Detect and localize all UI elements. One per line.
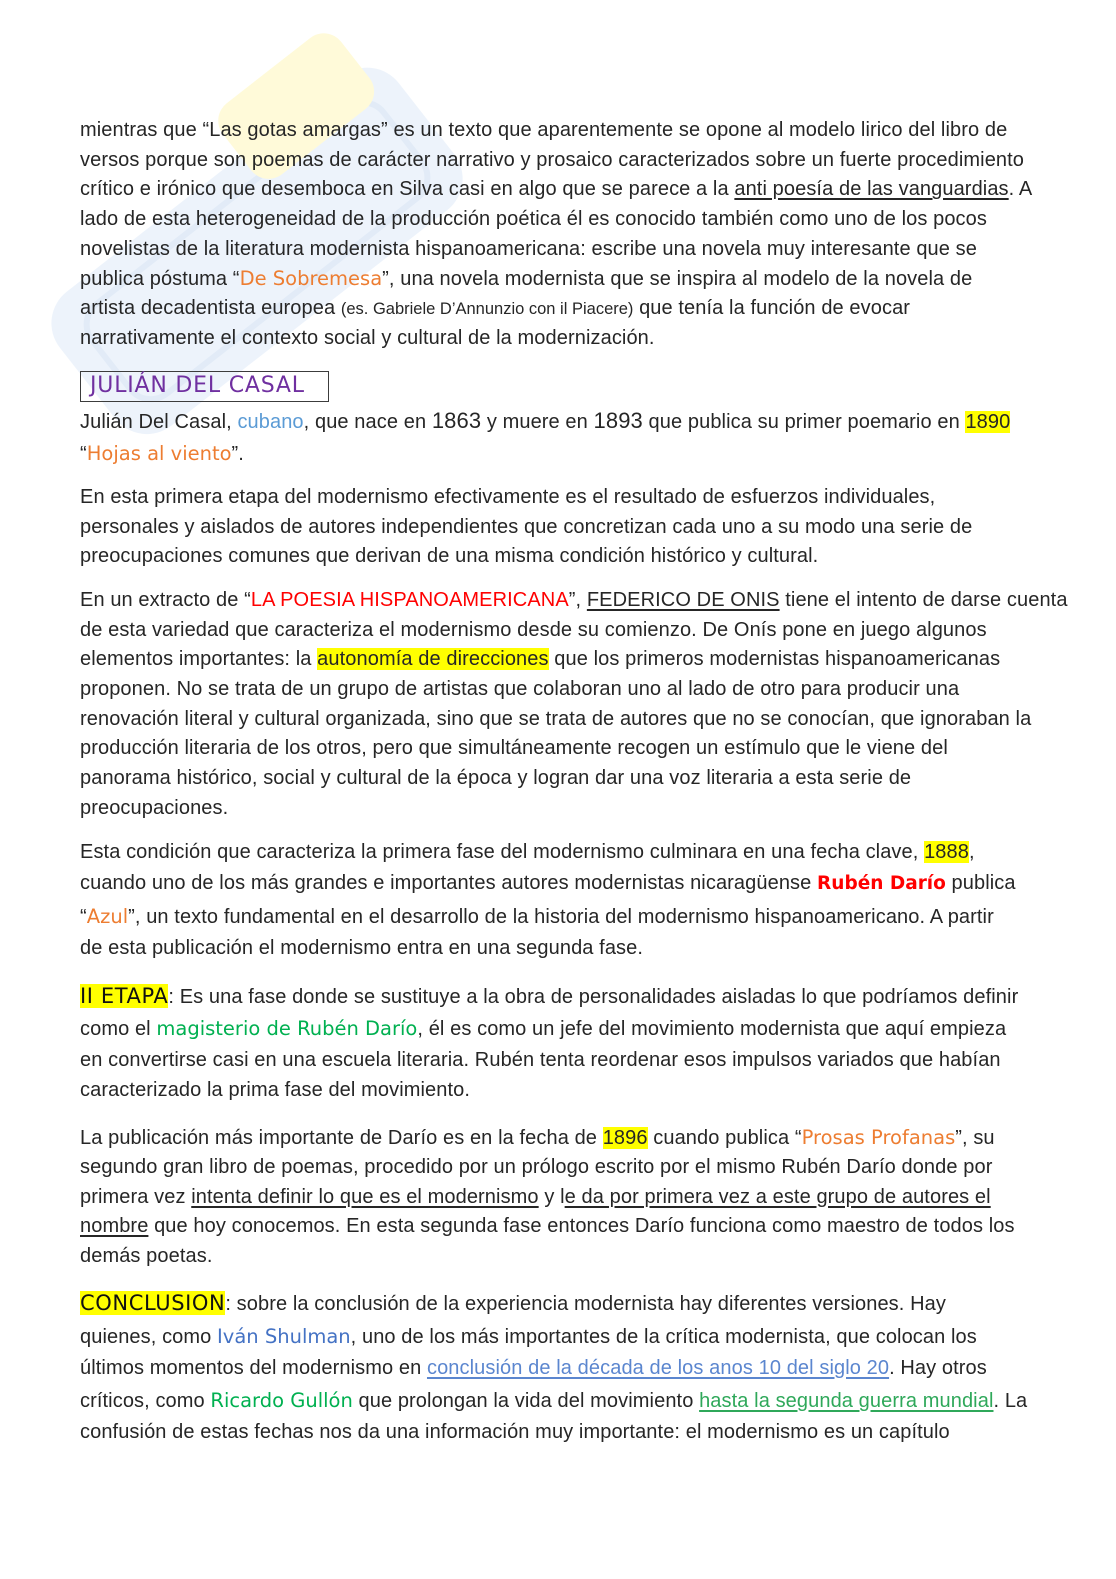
text-line: producción literaria de los otros, pero que simultáneamente recogen un estímulo que le viene del (80, 737, 948, 760)
text-run: ”, un texto fundamental en el desarrollo de la historia del modernismo hispanoamericano. A partir (128, 906, 994, 928)
paragraph-azul (80, 837, 1016, 963)
text-run: “ (80, 906, 87, 928)
text-run: publica póstuma “ (80, 268, 240, 291)
anthology-title: LA POESIA HISPANOAMERICANA (250, 589, 569, 611)
text-run: ”. (231, 443, 244, 465)
text-line (80, 294, 1032, 324)
text-run: y muere en (481, 411, 594, 433)
text-line (80, 1384, 1027, 1417)
text-line (80, 867, 1016, 900)
text-run: que prolongan la vida del movimiento (352, 1390, 700, 1412)
text-run: , que nace en (303, 411, 432, 433)
text-run: La publicación más importante de Darío es en la fecha de (80, 1127, 603, 1149)
text-run: , él es como un jefe del movimiento modernista que aquí empieza (417, 1018, 1007, 1040)
highlighted-year: 1896 (602, 1127, 648, 1149)
text-line: en convertirse casi en una escuela literaria. Rubén tenta reordenar esos impulsos variados que habían (80, 1049, 1001, 1071)
text-run: que tenía la función de evocar (633, 297, 911, 320)
text-run: artista decadentista europea (80, 297, 341, 320)
text-line (80, 645, 1068, 675)
text-run: ”, (568, 589, 587, 611)
text-run: publica (945, 872, 1016, 894)
text-run: cuando uno de los más grandes e importantes autores modernistas nicaragüense (80, 872, 818, 894)
text-line (80, 175, 1032, 205)
text-line (80, 437, 1010, 470)
text-run: que los primeros modernistas hispanoamericanas (548, 648, 1001, 671)
text-line (80, 405, 1010, 437)
text-run: críticos, como (80, 1390, 211, 1412)
underlined-phrase: anti poesía de las vanguardias (734, 178, 1009, 201)
underlined-phrase: nombre (80, 1215, 149, 1238)
text-line: de esta variedad que caracteriza el modernismo desde su comienzo. De Onís pone en juego algunos (80, 618, 987, 641)
paragraph-gotas-amargas (80, 116, 1032, 354)
underlined-phrase: e da por primera vez a este grupo de autores el (564, 1185, 991, 1208)
author-name: Rubén Darío (817, 873, 946, 894)
text-line (80, 1212, 1015, 1242)
author-name: FEDERICO DE ONIS (586, 589, 780, 611)
text-run: elementos importantes: la (80, 648, 318, 671)
text-run: que hoy conocemos. En esta segunda fase entonces Darío funciona como maestro de todos los (148, 1215, 1015, 1238)
paragraph-de-onis (80, 586, 1068, 824)
parenthetical-note: (es. Gabriele D’Annunzio con il Piacere) (340, 300, 634, 319)
text-line: caracterizado la prima fase del movimiento. (80, 1079, 471, 1101)
text-line (80, 1012, 1018, 1045)
highlighted-concept: magisterio de Rubén Darío (156, 1017, 418, 1040)
section-label: II ETAPA (80, 984, 169, 1008)
text-run: , uno de los más importantes de la crítica modernista, que colocan los (350, 1326, 977, 1348)
paragraph-primera-etapa (80, 483, 972, 572)
text-line: mientras que “Las gotas amargas” es un texto que aparentemente se opone al modelo lirico del libro de (80, 119, 1008, 141)
text-line: novelistas de la literatura modernista hispanoamericana: escribe una novela muy interesante que se (80, 237, 977, 260)
text-line: versos porque son poemas de carácter narrativo y prosaico caracterizados sobre un fuerte procedimiento (80, 148, 1025, 171)
text-run: cuando publica “ (647, 1127, 802, 1149)
text-line: segundo gran libro de poemas, procedido por un prólogo escrito por el mismo Rubén Darío donde por (80, 1156, 993, 1178)
text-run: primera vez (80, 1185, 192, 1208)
text-run: : Es una fase donde se sustituye a la obra de personalidades aisladas lo que podríamos definir (168, 986, 1019, 1008)
text-line: demás poetas. (80, 1245, 213, 1268)
text-run: En un extracto de “ (80, 589, 251, 611)
text-run: como el (80, 1018, 157, 1040)
text-run: y l (538, 1185, 565, 1208)
text-run: ”, una novela modernista que se inspira al modelo de la novela de (382, 268, 973, 291)
underlined-date-phrase: hasta la segunda guerra mundial (699, 1390, 994, 1412)
critic-name: Iván Shulman (217, 1325, 351, 1348)
text-line (80, 1183, 1015, 1213)
paragraph-prosas-profanas (80, 1123, 1015, 1272)
text-run: ”, su (955, 1127, 995, 1149)
text-line: proponen. No se trata de un grupo de artistas que colaboran uno al lado de otro para producir una (80, 678, 960, 701)
text-line: confusión de estas fechas nos da una información muy importante: el modernismo es un capítulo (80, 1421, 950, 1443)
underlined-phrase: intenta definir lo que es el modernismo (191, 1185, 539, 1208)
text-line: renovación literal y cultural organizada, sino que se trata de autores que no se conocían, que ignoraban la (80, 707, 1032, 730)
book-title: Prosas Profanas (801, 1126, 956, 1149)
paragraph-ii-etapa (80, 980, 1018, 1105)
section-label: CONCLUSION (80, 1291, 226, 1315)
death-year: 1893 (593, 408, 643, 433)
birth-year: 1863 (431, 408, 482, 433)
text-run: “ (80, 443, 87, 465)
text-run: que publica su primer poemario en (642, 411, 966, 433)
text-run: Julián Del Casal, (80, 411, 238, 433)
text-line: narrativamente el contexto social y cultural de la modernización. (80, 326, 655, 349)
nationality: cubano (237, 411, 304, 433)
underlined-date-phrase: conclusión de la década de los anos 10 del siglo 20 (426, 1357, 890, 1379)
text-line: panorama histórico, social y cultural de la época y logran dar una voz literaria a esta serie de (80, 767, 912, 790)
text-run: últimos momentos del modernismo en (80, 1357, 427, 1379)
book-title: Hojas al viento (86, 442, 232, 465)
novel-title: De Sobremesa (239, 267, 383, 291)
highlighted-year: 1890 (965, 411, 1011, 433)
highlighted-phrase: autonomía de direcciones (317, 648, 549, 671)
text-line: personales y aislados de autores independientes que concretizan cada uno a su modo una serie de (80, 515, 973, 538)
text-line: preocupaciones comunes que derivan de una misma condición histórico y cultural. (80, 545, 819, 568)
text-line (80, 264, 1032, 294)
text-line (80, 1287, 1027, 1320)
text-run: . A (1008, 178, 1033, 201)
text-line (80, 1320, 1027, 1353)
paragraph-del-casal (80, 405, 1010, 470)
text-line: lado de esta heterogeneidad de la producción poética él es conocido también como uno de los pocos (80, 208, 987, 231)
text-run: tiene el intento de darse cuenta (779, 589, 1068, 611)
highlighted-year: 1888 (924, 841, 969, 863)
text-line (80, 586, 1068, 616)
text-line: preocupaciones. (80, 796, 229, 819)
text-line (80, 1353, 1027, 1384)
text-line (80, 900, 1016, 933)
text-line (80, 980, 1018, 1012)
text-run: : sobre la conclusión de la experiencia modernista hay diferentes versiones. Hay (225, 1293, 946, 1315)
book-title: Azul (86, 905, 129, 928)
critic-name: Ricardo Gullón (210, 1389, 353, 1412)
section-heading: JULIÁN DEL CASAL (80, 371, 329, 402)
text-run: . La (993, 1390, 1028, 1412)
paragraph-conclusion (80, 1287, 1027, 1447)
text-run: . Hay otros (889, 1357, 987, 1379)
text-line: de esta publicación el modernismo entra en una segunda fase. (80, 937, 644, 959)
text-line (80, 837, 1016, 867)
text-run: crítico e irónico que desemboca en Silva casi en algo que se parece a la (80, 178, 735, 201)
text-run: quienes, como (80, 1326, 218, 1348)
text-run: Esta condición que caracteriza la primera fase del modernismo culminara en una fecha clave, (80, 841, 925, 863)
text-line: En esta primera etapa del modernismo efectivamente es el resultado de esfuerzos individuales, (80, 486, 936, 508)
text-line (80, 1123, 1015, 1153)
text-run: , (968, 841, 975, 863)
